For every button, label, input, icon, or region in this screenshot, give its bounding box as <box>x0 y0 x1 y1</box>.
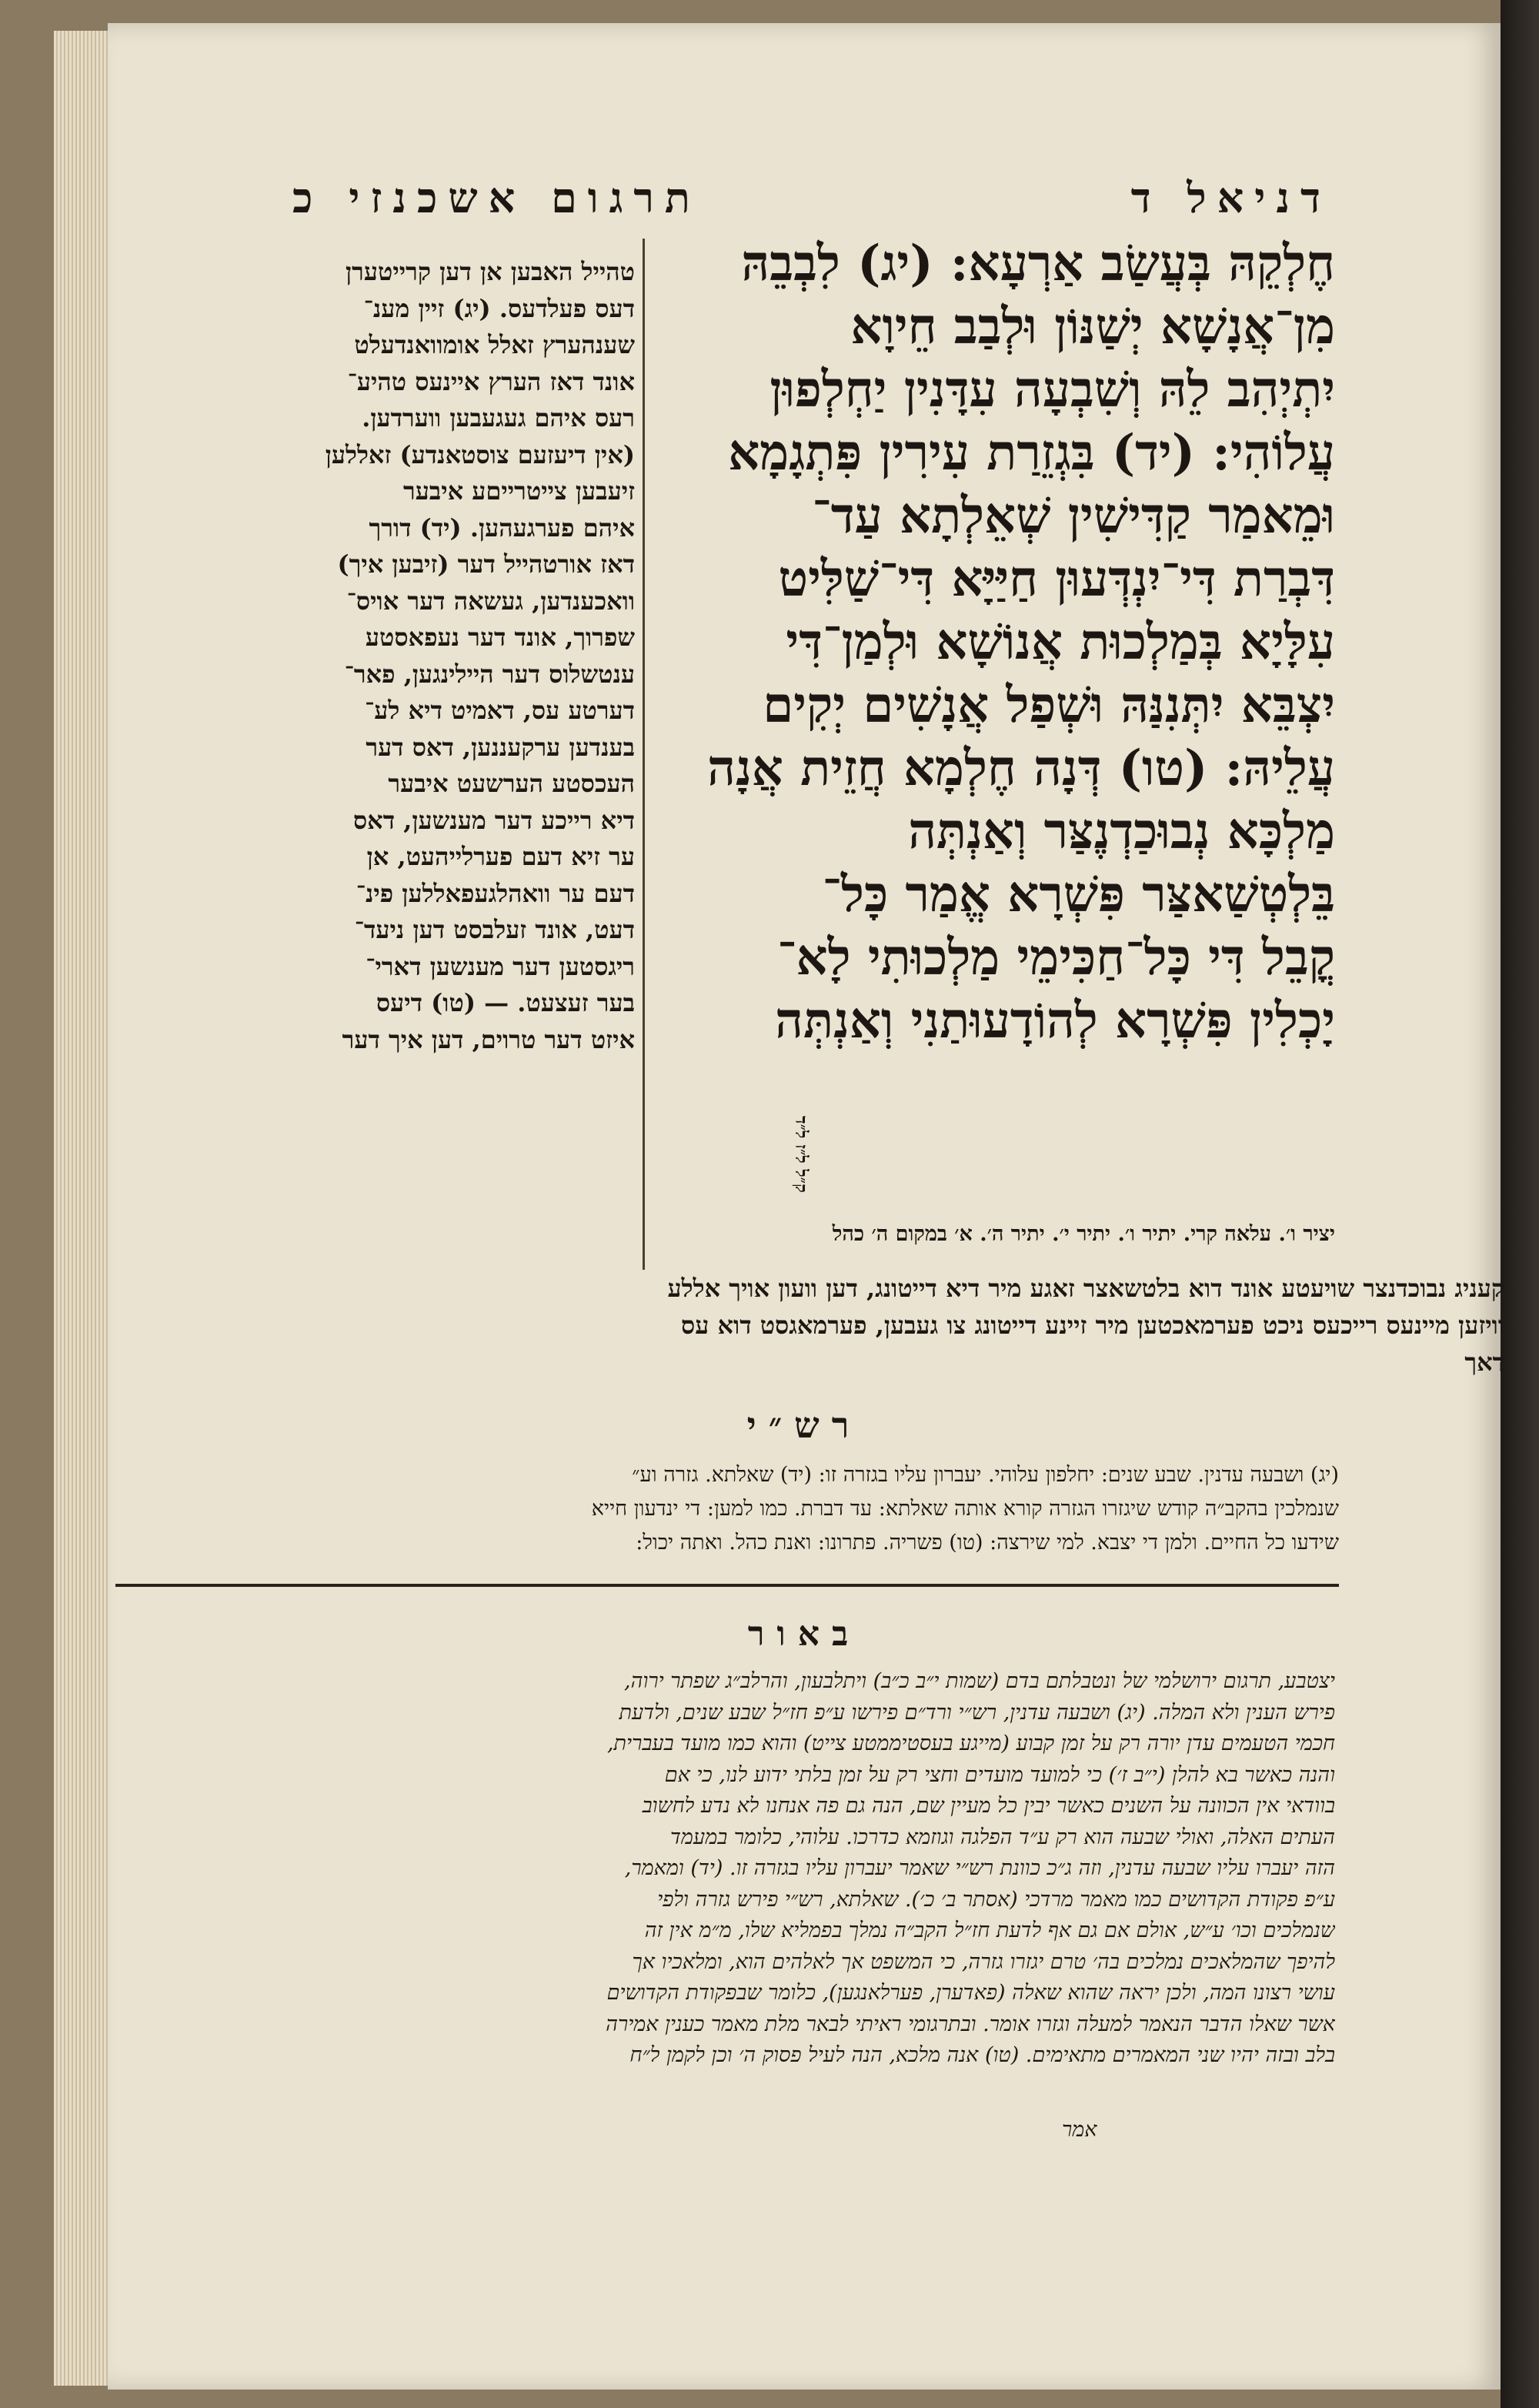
translation-line: וויזען מיינעס רייכעס ניכט פערמאכטען מיר זיינע דייטונג צו געבען, פערמאגסט דוא עס <box>681 1311 1504 1340</box>
translation-line: דאז אורטהייל דער (זיבען איך) <box>337 549 635 579</box>
verse-marks: ק״ל ל״ז ל״ד <box>791 1116 811 1193</box>
rashi-line: שידעו כל החיים. ולמן די יצבא. למי שירצה: (טו) פשריה. פתרונו: ואנת כהל. ואתה יכול: <box>636 1531 1339 1555</box>
main-text-line: יִתְיְהִב לֵהּ וְשִׁבְעָה עִדָּנִין יַחְלְפוּן <box>770 361 1335 419</box>
rashi-line: (יג) ושבעה עדנין. שבע שנים: יחלפון עלוהי. יעברון עליו בגזרה זו: (יד) שאלתא. גזרה וע״ <box>632 1463 1339 1487</box>
translation-line: איהם פערגעהען. (יד) דורך <box>369 513 635 543</box>
main-text-line: עֲלוֹהִי: (יד) בִּגְזֵרַת עִירִין פִּתְגָמָא <box>728 424 1335 482</box>
translation-line: אונד דאז הערץ איינעס טהיע־ <box>347 366 635 396</box>
main-text-line: מִן־אֲנָשָׁא יְשַׁנּוֹן וּלְבַב חֵיוָא <box>850 298 1335 356</box>
main-text-line: חֶלְקֵהּ בְּעֲשַׂב אַרְעָא: (יג) לִבְבֵהּ <box>741 235 1335 292</box>
biur-heading: באור <box>747 1615 861 1654</box>
biur-line: הזה יעברו עליו שבעה עדנין, וזה ג״כ כוונת רש״י שאמר יעברון עליו בגזרה זו. (יד) ומאמר, <box>624 1856 1335 1880</box>
biur-line: להיפך שהמלאכים נמלכים בה׳ טרם יגזרו גזרה, כי המשפט אך לאלהים הוא, ומלאכיו אך <box>632 1949 1335 1974</box>
translation-line: ריגסטען דער מענשען דארי־ <box>366 951 635 981</box>
translation-line: ער זיא דעם פערלייהעט, אן <box>366 842 635 871</box>
translation-line: זיעבען צייטרייםע איבער <box>402 476 635 506</box>
translation-line: העכסטע הערשעט איבער <box>388 769 635 798</box>
biur-line: יצטבע, תרגום ירושלמי של ונטבלתם בדם (שמות י״ב כ״ב) ויתלבעון, והרלב״ג שפתר ירוה, <box>624 1669 1335 1693</box>
translation-line: (אין דיעזעם צוסטאנדע) זאללען <box>325 439 635 469</box>
main-text-line: עֲלֵיהּ: (טו) דְּנָה חֶלְמָא חֲזֵית אֲנָה <box>707 740 1335 797</box>
section-divider <box>115 1584 1339 1587</box>
main-text-line: וּמֵאמַר קַדִּישִׁין שְׁאֵלְתָא עַד־ <box>812 487 1335 545</box>
rashi-commentary <box>115 1458 1339 1560</box>
main-text-line: קֳבֵל דִּי כָּל־חַכִּימֵי מַלְכוּתִי לָא־ <box>777 929 1335 987</box>
rashi-heading: רש״י <box>746 1404 862 1446</box>
translation-line: וואכענדען, געשאה דער אויס־ <box>346 586 635 616</box>
aramaic-main-text <box>666 232 1335 1053</box>
book-page <box>108 23 1504 2390</box>
translation-line: דעם ער וואהלגעפאללען פינ־ <box>356 878 635 908</box>
main-text-line: דִּבְרַת דִּי־יִנְדְּעוּן חַיַּיָּא דִּי־שַׁלִּיט <box>778 550 1335 608</box>
translation-line: דערטע עס, דאמיט דיא לע־ <box>365 696 635 725</box>
translation-line: שפרוך, אונד דער נעפאסטע <box>365 623 635 652</box>
biur-line: בוודאי אין הכוונה על השנים כאשר יבין כל מעיין שם, הנה גם פה אנחנו לא נדע לחשוב <box>642 1794 1335 1818</box>
translation-line: דעט, אונד זעלבסט דען ניעד־ <box>354 915 635 944</box>
biur-line: פירש הענין ולא המלה. (יג) ושבעה עדנין, רש״י ורד״ם פירשו ע״פ חז״ל שבע שנים, ולדעת <box>619 1700 1335 1725</box>
column-divider <box>643 239 645 1270</box>
main-text-line: מַלְכָּא נְבוּכַדְנֶצַּר וְאַנְתְּה <box>908 803 1335 860</box>
translation-line: קעניג נבוכדנצר שויעטע אונד דוא בלטשאצר זאגע מיר דיא דייטונג, דען וועון אויך אללע <box>667 1274 1504 1303</box>
translation-line: שענהערץ זאלל אומוואנדעלט <box>354 330 635 359</box>
translation-line: איזט דער טרוים, דען איך דער <box>342 1024 635 1054</box>
biur-line: עושי רצונו המה, ולכן יראה שהוא שאלה (פאדערן, פערלאנגען), כלומר שבפקודת הקדושים <box>606 1981 1335 2005</box>
german-translation-column <box>258 254 635 1058</box>
translation-line: דאך <box>1464 1348 1504 1377</box>
biur-line: אשר שאלו הדבר הנאמר למעלה וגזרו אומר. ובתרגומי ראיתי לבאר מלת מאמר כענין אמירה <box>606 2012 1335 2036</box>
book-page-edges <box>54 31 108 2386</box>
main-text-line: עִלָּיָא בְּמַלְכוּת אֲנוֹשָׁא וּלְמַן־דִּי <box>786 613 1335 671</box>
translation-line: ענטשלוס דער היילינגען, פאר־ <box>344 659 635 689</box>
translation-line: בענדען ערקעננען, דאס דער <box>366 732 635 762</box>
biur-line: העתים האלה, ואולי שבעה הוא רק ע״ד הפלגה וגוזמא כדרכו. עלוהי, כלומר במעמד <box>669 1825 1335 1849</box>
masoretic-notes: יציר ו׳. עלאה קרי. יתיר ו׳. יתיר י׳. יתיר ה׳. א׳ במקום ה׳ כהל <box>832 1222 1335 1246</box>
biur-commentary <box>112 1666 1335 2072</box>
main-text-line: בֵּלְטְשַׁאצַּר פִּשְׁרָא אֱמַר כָּל־ <box>822 866 1335 923</box>
book-spine <box>1501 0 1539 2408</box>
page-header-targum: תרגום אשכנזי כ <box>292 173 701 222</box>
translation-line: דעס פעלדעס. (יג) זיין מענ־ <box>363 293 635 323</box>
main-text-line: יִצְבֵּא יִתְּנִנַּהּ וּשְׁפַל אֲנָשִׁים יְקִים <box>763 676 1335 734</box>
biur-line: ע״פ פקודת הקדושים כמו מאמר מרדכי (אסתר ב׳ כ׳). שאלתא, רש״י פירש גזרה ולפי <box>657 1887 1335 1912</box>
biur-line: חכמי הטעמים עדן יורה רק על זמן קבוע (מייגע בעסטיממטע צייט) והוא כמו מועד בעברית, <box>606 1732 1335 1755</box>
main-text-line: יָכְלִין פִּשְׁרָא לְהוֹדָעוּתַנִי וְאַנְתְּה <box>775 992 1335 1050</box>
biur-line: שנמלכים וכו׳ ע״ש, אולם אם גם אף לדעת חז״ל הקב״ה נמלך בפמליא שלו, מ״מ אין זה <box>644 1919 1335 1942</box>
catchword: אמר <box>1062 2118 1097 2142</box>
translation-line: טהייל האבען אן דען קרייטערן <box>346 257 635 286</box>
translation-line: בער זעצעט. — (טו) דיעס <box>376 988 635 1017</box>
biur-line: והנה כאשר בא להלן (י״ב ז׳) כי למועד מועדים וחצי רק על זמן בלתי ידוע לנו, כי אם <box>664 1762 1335 1787</box>
biur-line: בלב ובזה יהיו שני המאמרים מתאימים. (טו) אנה מלכא, הנה לעיל פסוק ה׳ וכן לקמן ל״ח <box>629 2043 1335 2067</box>
translation-line: דיא רייכע דער מענשען, דאס <box>352 805 635 835</box>
rashi-line: שנמלכין בהקב״ה קודש שיגזרו הגזרה קורא אותה שאלתא: עד דברת. כמו למען: די ינדעון חייא <box>591 1497 1339 1521</box>
german-translation-continued <box>258 1270 1504 1381</box>
translation-line: רעס איהם געגעבען ווערדען. <box>362 403 635 433</box>
page-header-book-chapter: דניאל ד <box>1130 173 1331 222</box>
